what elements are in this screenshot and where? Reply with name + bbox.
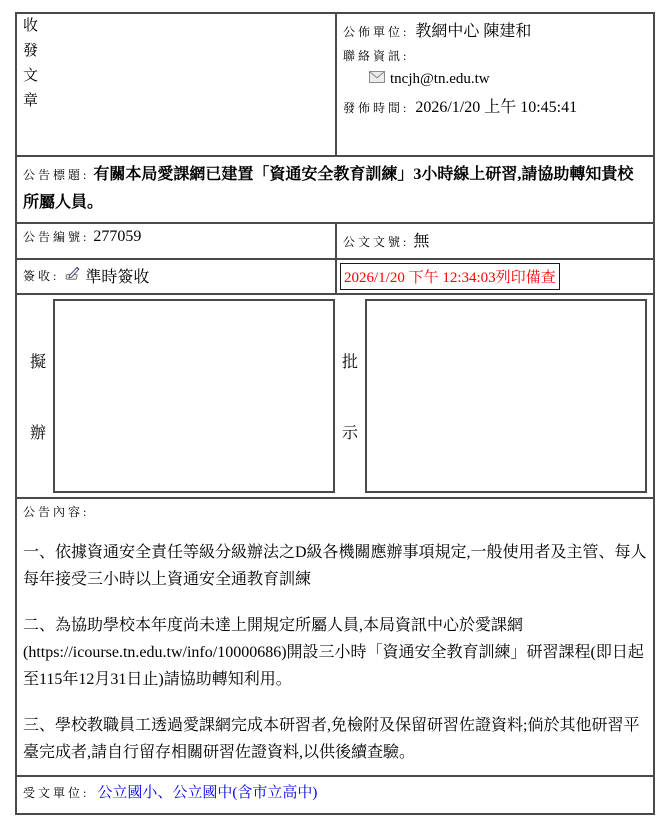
doc-number-cell xyxy=(336,223,654,259)
title-cell xyxy=(16,156,654,223)
contact-line xyxy=(343,47,647,64)
approval-label-char: 示 xyxy=(341,425,358,442)
email-address[interactable]: tncjh@tn.edu.tw xyxy=(390,70,490,87)
approval-label-char: 批 xyxy=(341,354,358,371)
publisher-value: 教網中心 陳建和 xyxy=(415,23,532,40)
doc-category-cell xyxy=(16,13,336,156)
announcement-number-value: 277059 xyxy=(93,228,142,245)
meta-row xyxy=(16,223,654,259)
sign-receipt-status: 準時簽收 xyxy=(85,269,150,286)
doc-number-label: 公文文號: xyxy=(343,235,410,249)
content-paragraph-1: 一、依據資通安全責任等級分級辦法之D級各機關應辦事項規定,一般使用者及主管、每人每年接受三小時以上資通安全通教育訓練 xyxy=(23,544,647,588)
title-label: 公告標題: xyxy=(23,168,90,182)
signature-icon xyxy=(64,265,80,286)
publish-info-cell xyxy=(336,13,654,156)
draft-approval-row xyxy=(16,294,654,498)
recipient-link[interactable]: 公立國小、公立國中(含市立高中) xyxy=(97,785,318,801)
draft-approval-cell xyxy=(16,294,654,498)
announcement-title: 有關本局愛課網已建置「資通安全教育訓練」3小時線上研習,請協助轉知貴校所屬人員。 xyxy=(23,166,634,211)
doc-category-char: 文 xyxy=(23,68,39,84)
publish-time-label: 發佈時間: xyxy=(343,101,410,115)
announcement-number-label: 公告編號: xyxy=(23,230,90,244)
doc-category-char: 章 xyxy=(23,93,39,109)
doc-category-char: 發 xyxy=(23,43,39,59)
content-paragraph-2: 二、為協助學校本年度尚未達上開規定所屬人員,本局資訊中心於愛課網(https://icourse.tn.edu.tw/info/10000686)開設三小時「資通安全教育訓練」研習課程(即日起至115年12月31日止)請協助轉知利用。 xyxy=(23,617,644,688)
footer-row xyxy=(16,776,654,814)
content-cell xyxy=(16,498,654,776)
print-note-badge: 2026/1/20 下午 12:34:03列印備查 xyxy=(340,263,560,290)
announcement-table xyxy=(15,12,655,815)
print-note-cell xyxy=(336,259,654,294)
content-row xyxy=(16,498,654,776)
publisher-line xyxy=(343,18,647,41)
sign-receipt-cell xyxy=(16,259,336,294)
publisher-label: 公佈單位: xyxy=(343,25,410,39)
sign-receipt-label: 簽收: xyxy=(23,269,60,283)
sign-row xyxy=(16,259,654,294)
draft-vertical-label xyxy=(23,299,53,493)
contact-label: 聯絡資訊: xyxy=(343,49,410,63)
recipient-label: 受文單位: xyxy=(23,786,90,800)
content-paragraph-3: 三、學校教職員工透過愛課網完成本研習者,免檢附及保留研習佐證資料;倘於其他研習平臺完成者,請自行留存相關研習佐證資料,以供後續查驗。 xyxy=(23,717,640,761)
header-row xyxy=(16,13,654,156)
doc-category-vertical-label xyxy=(23,18,39,109)
draft-label-char: 辦 xyxy=(29,425,46,442)
content-label: 公告內容: xyxy=(23,505,90,519)
publish-time-value: 2026/1/20 上午 10:45:41 xyxy=(415,99,578,116)
announcement-number-cell xyxy=(16,223,336,259)
recipient-cell xyxy=(16,776,654,814)
approval-vertical-label xyxy=(335,299,365,493)
draft-box xyxy=(53,299,335,493)
doc-number-value: 無 xyxy=(413,233,430,250)
envelope-icon xyxy=(369,70,385,88)
publish-time-line xyxy=(343,94,647,117)
email-line xyxy=(369,70,647,88)
doc-category-char: 收 xyxy=(23,18,39,34)
draft-label-char: 擬 xyxy=(29,354,46,371)
title-row xyxy=(16,156,654,223)
approval-box xyxy=(365,299,647,493)
